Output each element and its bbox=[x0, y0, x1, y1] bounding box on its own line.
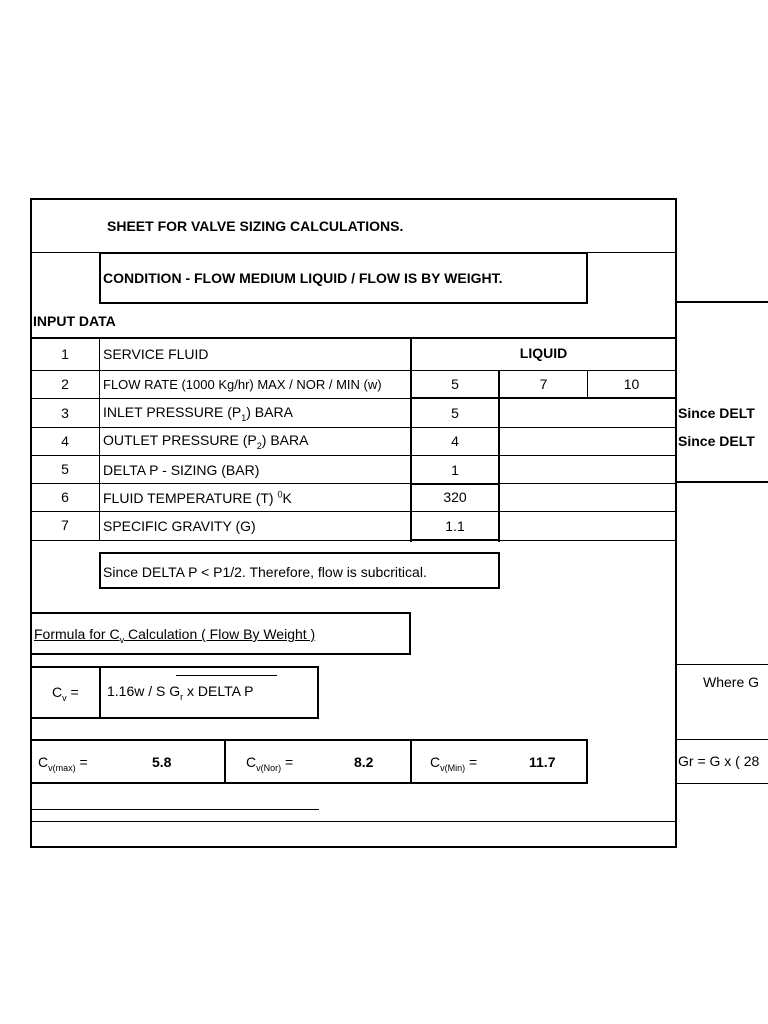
side-line bbox=[677, 783, 768, 784]
row-number: 1 bbox=[61, 346, 69, 362]
row-label: DELTA P - SIZING (BAR) bbox=[103, 462, 260, 478]
cv-max-label: $C_{v(max)}$ = bbox=[38, 754, 88, 773]
row-number: 5 bbox=[61, 461, 69, 477]
results-divider bbox=[410, 739, 412, 784]
cv-nor-label: $C_{v(Nor)}$ = bbox=[246, 754, 294, 773]
sheet-title: SHEET FOR VALVE SIZING CALCULATIONS. bbox=[107, 218, 404, 234]
table-top-line bbox=[30, 337, 677, 339]
row-number: 7 bbox=[61, 517, 69, 533]
formula-heading: Formula for $C_v$ Calculation ( Flow By Weight ) bbox=[34, 626, 316, 645]
side-line bbox=[677, 481, 768, 483]
row-line bbox=[30, 427, 675, 428]
flow-rate-nor: 7 bbox=[539, 376, 548, 392]
condition-text: CONDITION - FLOW MEDIUM LIQUID / FLOW IS BY WEIGHT. bbox=[103, 270, 503, 286]
col-line-thick bbox=[498, 370, 500, 542]
temperature-value: 320 bbox=[443, 489, 467, 505]
side-note: Since DELT bbox=[678, 405, 755, 421]
row-number: 2 bbox=[61, 376, 69, 392]
flow-rate-box-bottom bbox=[410, 397, 675, 399]
row-label: SPECIFIC GRAVITY (G) bbox=[103, 518, 256, 534]
cv-nor-value: 8.2 bbox=[354, 754, 374, 770]
formula-divider bbox=[99, 666, 101, 719]
row-label: INLET PRESSURE $(P_1)$ BARA bbox=[103, 404, 293, 423]
cv-min-value: 11.7 bbox=[529, 754, 556, 770]
row-line bbox=[30, 370, 675, 371]
row-line bbox=[30, 455, 675, 456]
row-number: 3 bbox=[61, 405, 69, 421]
signature-line bbox=[30, 809, 319, 810]
input-data-heading: INPUT DATA bbox=[33, 313, 116, 329]
results-divider bbox=[224, 739, 226, 784]
formula-rhs: 1.16w / S $G_r$ x DELTA P bbox=[107, 683, 254, 702]
sqrt-bar bbox=[176, 675, 277, 676]
gr-note: Gr = G x ( 28 bbox=[678, 753, 760, 769]
where-note: Where G bbox=[703, 674, 760, 690]
side-line bbox=[677, 739, 768, 740]
row-label: SERVICE FLUID bbox=[103, 346, 209, 362]
subcritical-note: Since DELTA P < P1/2. Therefore, flow is subcritical. bbox=[103, 564, 427, 580]
formula-lhs: $C_v$ = bbox=[52, 684, 79, 703]
sg-box-bottom bbox=[410, 539, 500, 541]
table-bottom-line bbox=[30, 540, 675, 541]
row-line bbox=[30, 511, 675, 512]
cv-max-value: 5.8 bbox=[152, 754, 172, 770]
inlet-pressure-value: 5 bbox=[451, 405, 459, 421]
temp-box-top bbox=[410, 483, 500, 485]
row-line bbox=[30, 483, 675, 484]
outlet-pressure-value: 4 bbox=[451, 433, 459, 449]
row-label: FLOW RATE (1000 Kg/hr) MAX / NOR / MIN (w) bbox=[103, 377, 382, 392]
results-box bbox=[30, 739, 588, 784]
row-number: 4 bbox=[61, 433, 69, 449]
cv-min-label: $C_{v(Min)}$ = bbox=[430, 754, 478, 773]
flow-rate-max: 5 bbox=[451, 376, 459, 392]
row-label: FLUID TEMPERATURE (T) $^0$K bbox=[103, 489, 292, 506]
footer-line bbox=[30, 821, 677, 822]
delta-p-value: 1 bbox=[451, 462, 459, 478]
side-note: Since DELT bbox=[678, 433, 755, 449]
side-line bbox=[677, 664, 768, 665]
specific-gravity-value: 1.1 bbox=[445, 518, 465, 534]
side-line bbox=[677, 301, 768, 303]
row-label: OUTLET PRESSURE $(P_2)$ BARA bbox=[103, 432, 309, 451]
service-fluid-value: LIQUID bbox=[519, 345, 568, 361]
row-number: 6 bbox=[61, 489, 69, 505]
flow-rate-min: 10 bbox=[623, 376, 640, 392]
